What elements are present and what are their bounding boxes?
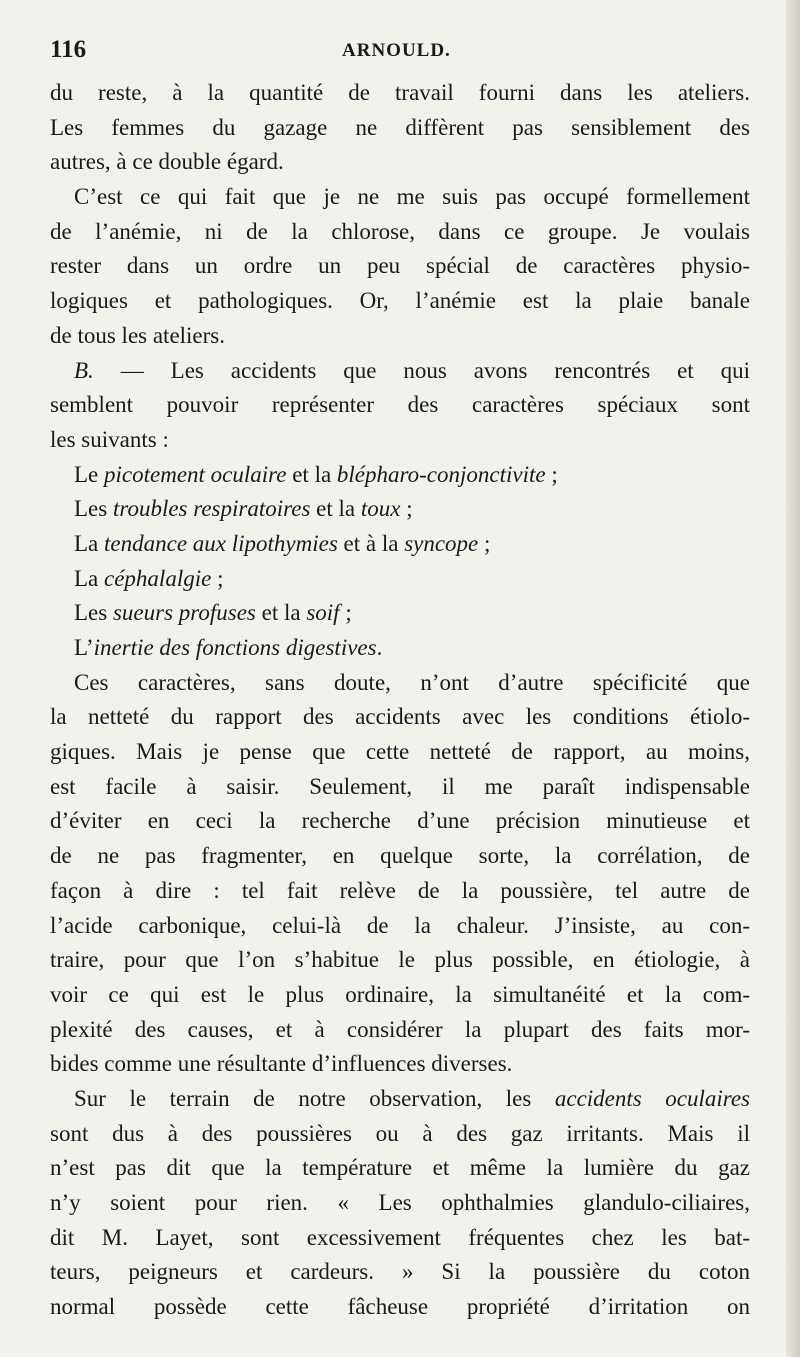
list-item: Le picotement oculaire et la blépharo-conjonctivite ; (74, 461, 558, 487)
text-line: autres, à ce double égard. (50, 149, 284, 175)
text-line: B. — Les accidents que nous avons rencontrés et qui (74, 357, 750, 383)
list-item: L’inertie des fonctions digestives. (74, 635, 383, 660)
text-line: n’est pas dit que la température et même la lumière du gaz (50, 1155, 750, 1181)
text-line: n’y soient pour rien. « Les ophthalmies glandulo-ciliaires, (50, 1190, 750, 1215)
page-number: 116 (50, 36, 87, 63)
text-line: bides comme une résultante d’influences diverses. (50, 1051, 513, 1077)
text-line: semblent pouvoir représenter des caractères spéciaux sont (50, 392, 750, 418)
symptom-list (50, 458, 750, 666)
text-line: C’est ce qui fait que je ne me suis pas occupé formellement (74, 184, 750, 210)
text-line: sont dus à des poussières ou à des gaz irritants. Mais il (50, 1120, 750, 1146)
page-edge (786, 0, 800, 1357)
paragraph (50, 1082, 750, 1325)
text-line: logiques et pathologiques. Or, l’anémie est la plaie banale (50, 288, 750, 314)
list-item: Les troubles respiratoires et la toux ; (74, 496, 413, 522)
body-text (50, 76, 750, 1325)
text-line: est facile à saisir. Seulement, il me paraît indispensable (50, 773, 750, 799)
text-line: de tous les ateliers. (50, 322, 226, 348)
text-line: du reste, à la quantité de travail fourni dans les ateliers. (50, 80, 750, 105)
text-line: les suivants : (50, 426, 169, 452)
text-line: dit M. Layet, sont excessivement fréquentes chez les bat- (50, 1224, 750, 1250)
list-item: Les sueurs profuses et la soif ; (74, 600, 352, 626)
text-line: traire, pour que l’on s’habitue le plus possible, en étiologie, à (50, 947, 750, 973)
text-line: rester dans un ordre un peu spécial de caractères physio- (50, 253, 750, 279)
text-line: teurs, peigneurs et cardeurs. » Si la poussière du coton (50, 1259, 750, 1285)
text-line: de l’anémie, ni de la chlorose, dans ce groupe. Je voulais (50, 218, 750, 244)
text-line: plexité des causes, et à considérer la plupart des faits mor- (50, 1016, 750, 1042)
paragraph (50, 180, 750, 353)
paragraph (50, 354, 750, 458)
text-line: de ne pas fragmenter, en quelque sorte, la corrélation, de (50, 843, 750, 869)
text-line: normal possède cette fâcheuse propriété d’irritation on (50, 1294, 750, 1320)
text-line: d’éviter en ceci la recherche d’une précision minutieuse et (50, 808, 750, 834)
list-item: La céphalalgie ; (74, 565, 224, 591)
running-head: ARNOULD. (342, 40, 451, 61)
list-item: La tendance aux lipothymies et à la syncope ; (74, 530, 491, 556)
page-header (50, 36, 750, 70)
paragraph (50, 76, 750, 180)
text-line: giques. Mais je pense que cette netteté de rapport, au moins, (50, 739, 750, 765)
text-line: voir ce qui est le plus ordinaire, la simultanéité et la com- (50, 981, 750, 1007)
text-line: l’acide carbonique, celui-là de la chaleur. J’insiste, au con- (50, 912, 750, 938)
paragraph (50, 666, 750, 1082)
text-line: façon à dire : tel fait relève de la poussière, tel autre de (50, 877, 750, 903)
text-line: Sur le terrain de notre observation, les accidents oculaires (74, 1085, 750, 1111)
text-line: Ces caractères, sans doute, n’ont d’autre spécificité que (74, 669, 750, 695)
text-line: la netteté du rapport des accidents avec les conditions étiolo- (50, 704, 750, 730)
section-label: B. (74, 357, 94, 383)
text-line: Les femmes du gazage ne diffèrent pas sensiblement des (50, 114, 750, 140)
